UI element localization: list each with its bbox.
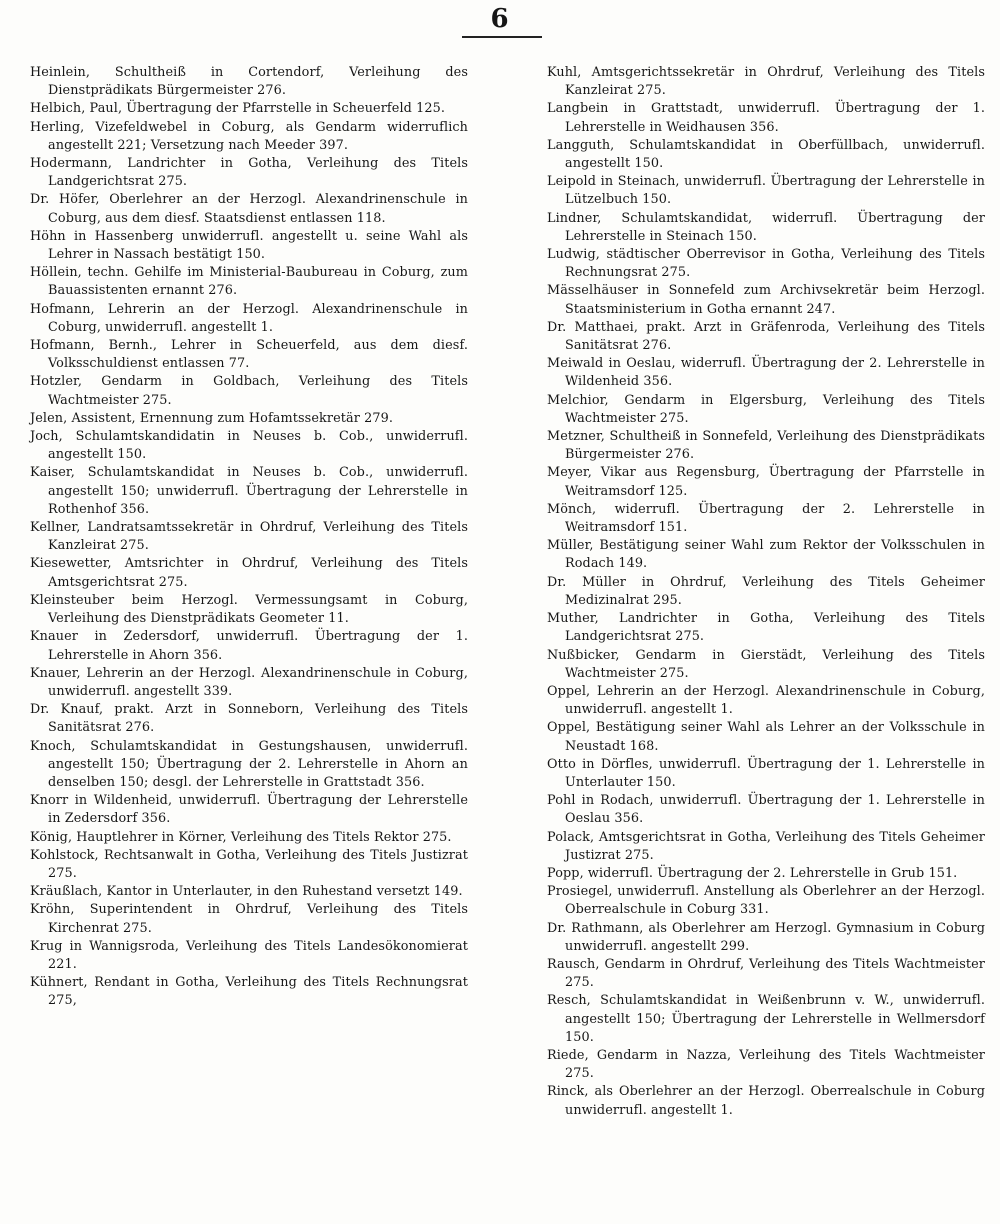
index-entry: Dr. Knauf, prakt. Arzt in Sonneborn, Verleihung des Titels Sanitätsrat 276.	[30, 702, 468, 736]
index-entry: Knauer, Lehrerin an der Herzogl. Alexandrinenschule in Coburg, unwiderrufl. angestellt 339.	[30, 665, 468, 699]
index-entry: Dr. Matthaei, prakt. Arzt in Gräfenroda, Verleihung des Titels Sanitätsrat 276.	[547, 319, 985, 354]
index-entry: Kaiser, Schulamtskandidat in Neuses b. Cob., unwiderrufl. angestellt 150; unwiderrufl. Übertragung der Lehrerstelle in Rothenhof 356.	[30, 465, 468, 517]
index-entry: Prosiegel, unwiderrufl. Anstellung als Oberlehrer an der Herzogl. Oberrealschule in Coburg 331.	[547, 884, 985, 918]
index-entry: Dr. Müller in Ohrdruf, Verleihung des Titels Geheimer Medizinalrat 295.	[547, 574, 985, 608]
index-entry: Hotzler, Gendarm in Goldbach, Verleihung des Titels Wachtmeister 275.	[30, 374, 468, 408]
index-entry: Popp, widerrufl. Übertragung der 2. Lehrerstelle in Grub 151.	[547, 865, 958, 881]
index-entry: Kiesewetter, Amtsrichter in Ohrdruf, Verleihung des Titels Amtsgerichtsrat 275.	[30, 556, 468, 590]
index-entry: Rausch, Gendarm in Ohrdruf, Verleihung des Titels Wachtmeister 275.	[547, 956, 985, 991]
index-entry: Kühnert, Rendant in Gotha, Verleihung des Titels Rechnungsrat 275,	[30, 975, 468, 1009]
index-entry: Resch, Schulamtskandidat in Weißenbrunn v. W., unwiderrufl. angestellt 150; Übertragung der Lehrerstelle in Wellmersdorf 150.	[547, 993, 985, 1045]
header-rule	[462, 36, 542, 38]
index-entry: Kleinsteuber beim Herzogl. Vermessungsamt in Coburg, Verleihung des Dienstprädikats Geometer 11.	[30, 592, 468, 627]
index-entry: Oppel, Bestätigung seiner Wahl als Lehrer an der Volksschule in Neustadt 168.	[547, 720, 985, 754]
index-entry: Kohlstock, Rechtsanwalt in Gotha, Verleihung des Titels Justizrat 275.	[30, 847, 468, 881]
index-entry: Mönch, widerrufl. Übertragung der 2. Lehrerstelle in Weitramsdorf 151.	[547, 501, 985, 536]
index-entry: Rinck, als Oberlehrer an der Herzogl. Oberrealschule in Coburg unwiderrufl. angestellt 1.	[547, 1084, 985, 1118]
index-entry: Leipold in Steinach, unwiderrufl. Übertragung der Lehrerstelle in Lützelbuch 150.	[547, 174, 985, 208]
index-entry: Melchior, Gendarm in Elgersburg, Verleihung des Titels Wachtmeister 275.	[547, 392, 985, 426]
index-entry: Metzner, Schultheiß in Sonnefeld, Verleihung des Dienstprädikats Bürgermeister 276.	[547, 429, 985, 463]
index-entry: Kuhl, Amtsgerichtssekretär in Ohrdruf, Verleihung des Titels Kanzleirat 275.	[547, 65, 985, 99]
page-number: 6	[490, 4, 510, 34]
index-entry: Ludwig, städtischer Oberrevisor in Gotha, Verleihung des Titels Rechnungsrat 275.	[547, 247, 985, 281]
index-entry: Hodermann, Landrichter in Gotha, Verleihung des Titels Landgerichtsrat 275.	[30, 156, 468, 190]
index-entry: Knorr in Wildenheid, unwiderrufl. Übertragung der Lehrerstelle in Zedersdorf 356.	[30, 793, 468, 827]
index-entry: Kröhn, Superintendent in Ohrdruf, Verleihung des Titels Kirchenrat 275.	[30, 902, 468, 936]
index-entry: Kellner, Landratsamtssekretär in Ohrdruf, Verleihung des Titels Kanzleirat 275.	[30, 520, 468, 554]
index-entry: Hofmann, Lehrerin an der Herzogl. Alexandrinenschule in Coburg, unwiderrufl. angestellt 1.	[30, 301, 468, 335]
index-entry: Hofmann, Bernh., Lehrer in Scheuerfeld, aus dem diesf. Volksschuldienst entlassen 77.	[30, 338, 468, 372]
index-entry: Krug in Wannigsroda, Verleihung des Titels Landesökonomierat 221.	[30, 938, 468, 972]
index-entry: Dr. Rathmann, als Oberlehrer am Herzogl. Gymnasium in Coburg unwiderrufl. angestellt 299.	[547, 920, 985, 954]
index-entry: König, Hauptlehrer in Körner, Verleihung des Titels Rektor 275.	[30, 829, 452, 845]
index-entry: Müller, Bestätigung seiner Wahl zum Rektor der Volksschulen in Rodach 149.	[547, 538, 985, 572]
index-entry: Otto in Dörfles, unwiderrufl. Übertragung der 1. Lehrerstelle in Unterlauter 150.	[547, 756, 985, 790]
index-entry: Riede, Gendarm in Nazza, Verleihung des Titels Wachtmeister 275.	[547, 1047, 985, 1082]
index-entry: Pohl in Rodach, unwiderrufl. Übertragung der 1. Lehrerstelle in Oeslau 356.	[547, 793, 985, 827]
index-entry: Mässelhäuser in Sonnefeld zum Archivsekretär beim Herzogl. Staatsministerium in Gotha ernannt 247.	[547, 283, 985, 317]
index-entry: Polack, Amtsgerichtsrat in Gotha, Verleihung des Titels Geheimer Justizrat 275.	[547, 829, 985, 863]
index-entry: Meiwald in Oeslau, widerrufl. Übertragung der 2. Lehrerstelle in Wildenheid 356.	[547, 356, 985, 390]
index-entry: Joch, Schulamtskandidatin in Neuses b. Cob., unwiderrufl. angestellt 150.	[30, 429, 468, 463]
index-entry: Helbich, Paul, Übertragung der Pfarrstelle in Scheuerfeld 125.	[30, 101, 445, 117]
index-entry: Knauer in Zedersdorf, unwiderrufl. Übertragung der 1. Lehrerstelle in Ahorn 356.	[30, 629, 468, 663]
index-entry: Heinlein, Schultheiß in Cortendorf, Verleihung des Dienstprädikats Bürgermeister 276.	[30, 65, 468, 99]
index-entry: Dr. Höfer, Oberlehrer an der Herzogl. Alexandrinenschule in Coburg, aus dem diesf. Staatsdienst entlassen 118.	[30, 192, 468, 226]
index-column-right	[547, 64, 985, 1120]
index-entry: Herling, Vizefeldwebel in Coburg, als Gendarm widerruflich angestellt 221; Versetzung nach Meeder 397.	[30, 119, 468, 153]
index-entry: Knoch, Schulamtskandidat in Gestungshausen, unwiderrufl. angestellt 150; Übertragung der 2. Lehrerstelle in Ahorn an denselben 150; desgl. der Lehrerstelle in Grattstadt 356.	[30, 738, 468, 790]
index-entry: Nußbicker, Gendarm in Gierstädt, Verleihung des Titels Wachtmeister 275.	[547, 647, 985, 681]
index-entry: Kräußlach, Kantor in Unterlauter, in den Ruhestand versetzt 149.	[30, 884, 463, 900]
index-entry: Höllein, techn. Gehilfe im Ministerial-Baubureau in Coburg, zum Bauassistenten ernannt 276.	[30, 265, 468, 299]
index-entry: Höhn in Hassenberg unwiderrufl. angestellt u. seine Wahl als Lehrer in Nassach bestätigt 150.	[30, 228, 468, 263]
index-entry: Lindner, Schulamtskandidat, widerrufl. Übertragung der Lehrerstelle in Steinach 150.	[547, 210, 985, 244]
index-entry: Langbein in Grattstadt, unwiderrufl. Übertragung der 1. Lehrerstelle in Weidhausen 356.	[547, 101, 985, 135]
index-column-left	[30, 64, 468, 1011]
index-entry: Muther, Landrichter in Gotha, Verleihung des Titels Landgerichtsrat 275.	[547, 611, 985, 645]
index-entry: Meyer, Vikar aus Regensburg, Übertragung der Pfarrstelle in Weitramsdorf 125.	[547, 465, 985, 499]
index-entry: Jelen, Assistent, Ernennung zum Hofamtssekretär 279.	[30, 410, 394, 426]
index-entry: Oppel, Lehrerin an der Herzogl. Alexandrinenschule in Coburg, unwiderrufl. angestellt 1.	[547, 683, 985, 718]
index-entry: Langguth, Schulamtskandidat in Oberfüllbach, unwiderrufl. angestellt 150.	[547, 137, 985, 172]
